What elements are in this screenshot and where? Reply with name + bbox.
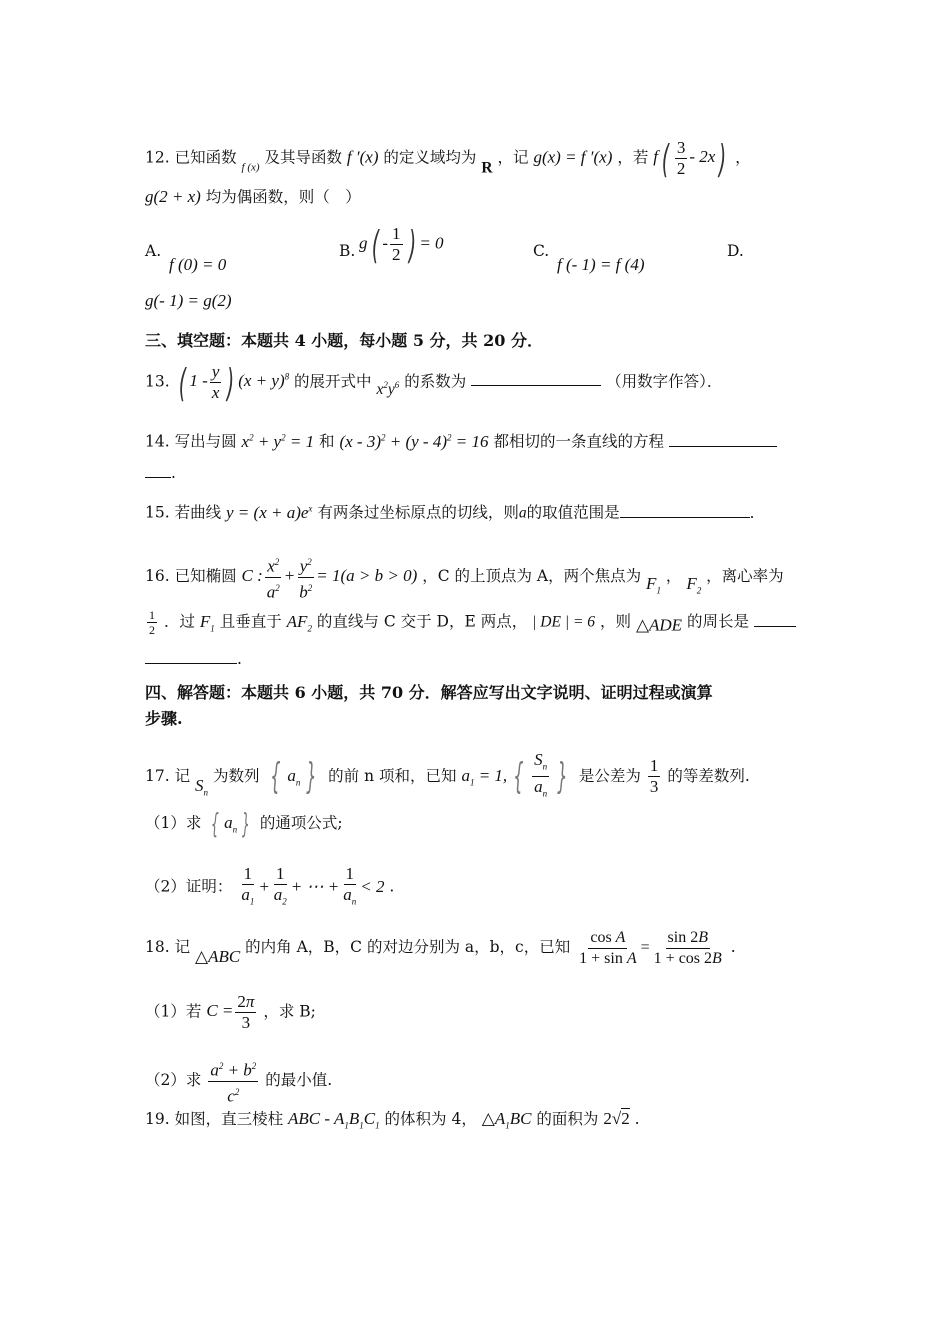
question-17-part-1 bbox=[145, 807, 343, 840]
q13-text: （用数字作答）． bbox=[606, 372, 723, 391]
q16-answer-blank[interactable] bbox=[754, 612, 796, 627]
q15-answer-blank[interactable] bbox=[620, 503, 750, 518]
q14-text: 14. 写出与圆 bbox=[145, 432, 237, 451]
q17-text: 的等差数列. bbox=[667, 766, 750, 785]
question-12-line-1 bbox=[145, 138, 751, 179]
q18-text: ，求 B; bbox=[263, 1002, 316, 1021]
option-d-label: D. bbox=[727, 242, 744, 260]
q16-text: ．过 bbox=[163, 612, 195, 631]
q16-text: 16. 已知椭圆 bbox=[145, 567, 237, 586]
eccentricity-fraction: $\frac{1}{2}$ bbox=[149, 608, 155, 637]
question-17-part-2 bbox=[145, 864, 394, 911]
q16-text: ， bbox=[665, 567, 682, 586]
option-c-formula: f (- 1) = f (4) bbox=[557, 255, 645, 274]
triangle-a1bc: $\triangle A_1BC$ bbox=[481, 1109, 532, 1131]
q15-text: 有两条过坐标原点的切线，则 bbox=[317, 503, 519, 522]
circle-2-formula: (x - 3)$^2$ + (y - 4)$^2$ = 16 bbox=[339, 431, 489, 451]
q13-text: 的系数为 bbox=[404, 372, 467, 391]
q18-text: 18. 记 bbox=[145, 938, 191, 957]
q16-text: 的周长是 bbox=[687, 612, 750, 631]
focus-f1-ref: $F_1$ bbox=[199, 611, 215, 633]
q17-text: 是公差为 bbox=[578, 766, 641, 785]
circle-1-formula: $x^2 + y^2 = 1$ bbox=[241, 431, 315, 451]
question-16-line-2 bbox=[145, 608, 796, 639]
binomial-formula: ( 1 - $\frac{y}{x}$ ) $(x + y)^8$ bbox=[178, 360, 290, 405]
inequality-formula: $\frac{1}{a_1}$ + $\frac{1}{a_2}$ + ⋯ + $\frac{1}{a_n}$ < 2 bbox=[241, 864, 385, 907]
condition-formula: $a_1 = 1$, { $\frac{S_n}{a_n}$ } bbox=[461, 750, 568, 799]
term-formula: $x^2y^6$ bbox=[376, 380, 400, 399]
q19-text: . bbox=[634, 1110, 640, 1128]
q12-text: ，若 bbox=[617, 148, 649, 167]
segment-af2: $AF_2$ bbox=[286, 611, 312, 633]
q18-text: . bbox=[730, 938, 736, 957]
curve-formula: $y = (x + a)e^x$ bbox=[226, 502, 313, 522]
q17-text: 的通项公式; bbox=[259, 813, 343, 832]
q19-text: 的面积为 bbox=[536, 1110, 599, 1128]
area-formula: 2√2 bbox=[603, 1109, 630, 1128]
q12-text: 及其导函数 bbox=[264, 148, 342, 167]
common-difference: $\frac{1}{3}$ bbox=[649, 756, 659, 797]
q16-text: ，C 的上顶点为 A，两个焦点为 bbox=[422, 567, 642, 586]
q17-text: 17. 记 bbox=[145, 766, 191, 785]
q19-text: 19. 如图，直三棱柱 bbox=[145, 1110, 284, 1128]
q12-text: 均为偶函数，则（ ） bbox=[205, 188, 361, 206]
triangle-abc: △ABC bbox=[195, 947, 241, 967]
ellipse-formula: C : $\frac{x^2}{a^2}$ + $\frac{y^2}{b^2}$ = 1(a > b > 0) bbox=[242, 566, 418, 585]
option-d-formula: g(- 1) = g(2) bbox=[145, 291, 232, 310]
option-a-label: A. bbox=[145, 242, 162, 260]
q18-text: （2）求 bbox=[145, 1071, 202, 1090]
real-set-symbol: R bbox=[481, 159, 493, 177]
q16-text: 的直线与 C 交于 D，E 两点， bbox=[316, 612, 528, 631]
section-4-heading-cont: 步骤. bbox=[145, 709, 183, 728]
q16-text: 且垂直于 bbox=[219, 612, 282, 631]
q15-variable: a bbox=[518, 504, 527, 522]
q16-text: ，离心率为 bbox=[706, 567, 784, 586]
question-14-line-2 bbox=[145, 462, 176, 484]
focus-f2: $F_2$ bbox=[686, 574, 702, 596]
sequence-an: { $a_n$ } bbox=[270, 755, 317, 797]
g-definition-formula: g(x) = f ′(x) bbox=[533, 147, 613, 167]
q17-text: 的前 n 项和，已知 bbox=[328, 766, 457, 785]
option-d-formula-line bbox=[145, 290, 232, 312]
sequence-an-ref: { $a_n$ } bbox=[211, 807, 251, 840]
question-18 bbox=[145, 928, 736, 969]
q14-text: . bbox=[171, 464, 176, 482]
de-length-formula: | DE | = 6 bbox=[532, 613, 596, 631]
q16-text: . bbox=[237, 650, 242, 668]
g-shift-formula: g(2 + x) bbox=[145, 187, 201, 206]
q14-text: 都相切的一条直线的方程 bbox=[493, 432, 664, 451]
q15-text: 的取值范围是 bbox=[526, 503, 620, 522]
q14-answer-blank[interactable] bbox=[669, 432, 777, 447]
f-x-formula: f (x) bbox=[241, 161, 260, 174]
f-prime-formula: f ′(x) bbox=[346, 147, 379, 167]
sn-symbol: $S_n$ bbox=[195, 775, 209, 798]
q12-text: 12. 已知函数 bbox=[145, 148, 237, 167]
q18-text: 的最小值. bbox=[265, 1071, 333, 1090]
section-3-heading: 三、填空题：本题共 4 小题，每小题 5 分，共 20 分． bbox=[145, 331, 543, 350]
trig-condition-formula: $\frac{\text{cos A}}{\text{1 + sin A}}$ = $\frac{\sin 2B}{1 + \cos 2B}$ bbox=[579, 929, 722, 967]
q18-text: 的内角 A，B，C 的对边分别为 a，b，c，已知 bbox=[245, 938, 571, 957]
q16-answer-blank-cont[interactable] bbox=[145, 649, 237, 664]
q13-text: 的展开式中 bbox=[294, 372, 372, 391]
q18-text: （1）若 bbox=[145, 1002, 202, 1021]
question-19 bbox=[145, 1108, 640, 1136]
q14-answer-blank-cont[interactable] bbox=[145, 463, 171, 478]
question-16-line-1 bbox=[145, 552, 784, 602]
question-17 bbox=[145, 750, 750, 804]
question-14-line-1 bbox=[145, 426, 777, 453]
option-a-formula: f (0) = 0 bbox=[169, 255, 227, 274]
section-4-heading: 四、解答题：本题共 6 小题，共 70 分．解答应写出文字说明、证明过程或演算 bbox=[145, 683, 713, 702]
q13-text: 13. bbox=[145, 372, 170, 391]
q17-text: （2）证明： bbox=[145, 877, 233, 896]
triangle-ade: △ADE bbox=[635, 615, 683, 635]
q12-text: 的定义域均为 bbox=[383, 148, 477, 167]
q12-text: ，记 bbox=[497, 148, 529, 167]
f-shift-formula: f( $\frac{3}{2}$ - 2x) bbox=[653, 136, 727, 181]
option-b-formula: g( - $\frac{1}{2}$ ) = 0 bbox=[359, 222, 444, 267]
q17-text: （1）求 bbox=[145, 813, 202, 832]
q13-answer-blank[interactable] bbox=[471, 371, 601, 386]
q16-text: ，则 bbox=[599, 612, 631, 631]
q17-text: 为数列 bbox=[212, 766, 260, 785]
q15-text: 15. 若曲线 bbox=[145, 503, 222, 522]
q19-text: 的体积为 4， bbox=[384, 1110, 477, 1128]
focus-f1: $F_1$ bbox=[646, 574, 661, 596]
prism-formula: ABC - $A_1B_1C_1$ bbox=[288, 1109, 380, 1131]
option-b-label: B. bbox=[339, 242, 356, 260]
angle-c-formula: C = $\frac{2\pi}{3}$ bbox=[206, 992, 255, 1032]
q14-text: 和 bbox=[319, 432, 335, 451]
question-13 bbox=[145, 362, 722, 403]
question-16-line-3 bbox=[145, 648, 242, 670]
question-15 bbox=[145, 497, 765, 525]
question-18-part-2 bbox=[145, 1056, 332, 1106]
question-18-part-1 bbox=[145, 992, 316, 1033]
q12-text: ， bbox=[735, 148, 751, 167]
q17-text: . bbox=[389, 877, 395, 896]
option-c-label: C. bbox=[533, 242, 550, 260]
question-12-line-2 bbox=[145, 186, 361, 208]
ratio-formula: $\frac{a^2 + b^2}{c^2}$ bbox=[208, 1056, 258, 1106]
q15-text: ． bbox=[749, 503, 766, 522]
